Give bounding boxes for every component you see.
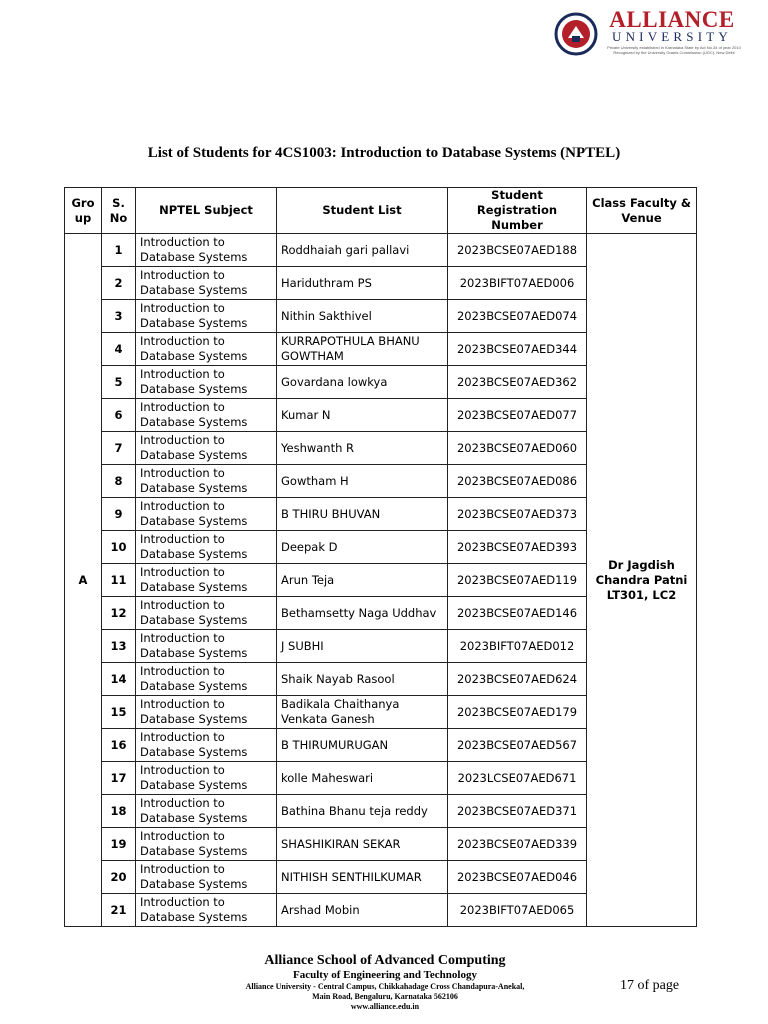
table-header (65, 188, 697, 234)
student-name-cell: Arun Teja (277, 564, 448, 597)
registration-number-cell: 2023BCSE07AED074 (448, 300, 587, 333)
student-name-cell: B THIRUMURUGAN (277, 729, 448, 762)
header-student: Student List (277, 188, 448, 234)
student-name-cell: J SUBHI (277, 630, 448, 663)
logo-name: ALLIANCE (609, 7, 735, 32)
student-name-cell: Hariduthram PS (277, 267, 448, 300)
subject-cell: Introduction to Database Systems (136, 663, 277, 696)
subject-cell: Introduction to Database Systems (136, 432, 277, 465)
registration-number-cell: 2023LCSE07AED671 (448, 762, 587, 795)
serial-number-cell: 13 (102, 630, 136, 663)
page-number: 17 of page (620, 978, 680, 993)
subject-cell: Introduction to Database Systems (136, 267, 277, 300)
student-name-cell: SHASHIKIRAN SEKAR (277, 828, 448, 861)
serial-number-cell: 9 (102, 498, 136, 531)
registration-number-cell: 2023BCSE07AED179 (448, 696, 587, 729)
footer-school: Alliance School of Advanced Computing (264, 953, 506, 968)
footer-address-line1: Alliance University - Central Campus, Chikkahadage Cross Chandapura-Anekal, (245, 982, 525, 991)
header-faculty: Class Faculty & Venue (587, 188, 697, 234)
student-name-cell: B THIRU BHUVAN (277, 498, 448, 531)
student-name-cell: Bethamsetty Naga Uddhav (277, 597, 448, 630)
student-name-cell: Kumar N (277, 399, 448, 432)
subject-cell: Introduction to Database Systems (136, 630, 277, 663)
footer-website: www.alliance.edu.in (350, 1002, 420, 1011)
footer-address-line2: Main Road, Bengaluru, Karnataka 562106 (312, 992, 458, 1001)
subject-cell: Introduction to Database Systems (136, 828, 277, 861)
serial-number-cell: 7 (102, 432, 136, 465)
student-name-cell: Yeshwanth R (277, 432, 448, 465)
registration-number-cell: 2023BCSE07AED624 (448, 663, 587, 696)
serial-number-cell: 1 (102, 234, 136, 267)
serial-number-cell: 10 (102, 531, 136, 564)
registration-number-cell: 2023BCSE07AED371 (448, 795, 587, 828)
registration-number-cell: 2023BCSE07AED146 (448, 597, 587, 630)
registration-number-cell: 2023BCSE07AED373 (448, 498, 587, 531)
table-row (65, 234, 697, 267)
serial-number-cell: 20 (102, 861, 136, 894)
registration-number-cell: 2023BCSE07AED077 (448, 399, 587, 432)
document-title: List of Students for 4CS1003: Introduction to Database Systems (NPTEL) (147, 145, 621, 161)
subject-cell: Introduction to Database Systems (136, 465, 277, 498)
serial-number-cell: 5 (102, 366, 136, 399)
logo-subtitle: UNIVERSITY (612, 29, 732, 44)
registration-number-cell: 2023BCSE07AED060 (448, 432, 587, 465)
faculty-venue-cell: Dr Jagdish Chandra Patni LT301, LC2 (587, 234, 697, 927)
university-logo (554, 8, 744, 60)
serial-number-cell: 4 (102, 333, 136, 366)
student-name-cell: Deepak D (277, 531, 448, 564)
logo-fine-print: Private University established in Karnataka State by Act No.34 of year 2010 Recognized by the University Grants Commission (UGC), New Delhi (607, 45, 741, 55)
subject-cell: Introduction to Database Systems (136, 531, 277, 564)
serial-number-cell: 2 (102, 267, 136, 300)
serial-number-cell: 3 (102, 300, 136, 333)
serial-number-cell: 18 (102, 795, 136, 828)
serial-number-cell: 15 (102, 696, 136, 729)
registration-number-cell: 2023BIFT07AED012 (448, 630, 587, 663)
registration-number-cell: 2023BCSE07AED393 (448, 531, 587, 564)
registration-number-cell: 2023BIFT07AED065 (448, 894, 587, 927)
student-name-cell: Shaik Nayab Rasool (277, 663, 448, 696)
serial-number-cell: 11 (102, 564, 136, 597)
registration-number-cell: 2023BCSE07AED362 (448, 366, 587, 399)
registration-number-cell: 2023BCSE07AED339 (448, 828, 587, 861)
student-name-cell: Govardana lowkya (277, 366, 448, 399)
subject-cell: Introduction to Database Systems (136, 762, 277, 795)
subject-cell: Introduction to Database Systems (136, 333, 277, 366)
student-name-cell: Gowtham H (277, 465, 448, 498)
subject-cell: Introduction to Database Systems (136, 795, 277, 828)
subject-cell: Introduction to Database Systems (136, 399, 277, 432)
student-table (64, 187, 697, 927)
serial-number-cell: 21 (102, 894, 136, 927)
header-subject: NPTEL Subject (136, 188, 277, 234)
subject-cell: Introduction to Database Systems (136, 861, 277, 894)
serial-number-cell: 6 (102, 399, 136, 432)
subject-cell: Introduction to Database Systems (136, 696, 277, 729)
group-cell: A (65, 234, 102, 927)
serial-number-cell: 14 (102, 663, 136, 696)
student-name-cell: Bathina Bhanu teja reddy (277, 795, 448, 828)
student-name-cell: Roddhaiah gari pallavi (277, 234, 448, 267)
registration-number-cell: 2023BCSE07AED046 (448, 861, 587, 894)
student-name-cell: NITHISH SENTHILKUMAR (277, 861, 448, 894)
serial-number-cell: 12 (102, 597, 136, 630)
student-name-cell: Arshad Mobin (277, 894, 448, 927)
subject-cell: Introduction to Database Systems (136, 894, 277, 927)
registration-number-cell: 2023BCSE07AED086 (448, 465, 587, 498)
subject-cell: Introduction to Database Systems (136, 597, 277, 630)
serial-number-cell: 8 (102, 465, 136, 498)
registration-number-cell: 2023BCSE07AED119 (448, 564, 587, 597)
footer (170, 953, 600, 1012)
student-name-cell: Badikala Chaithanya Venkata Ganesh (277, 696, 448, 729)
registration-number-cell: 2023BCSE07AED567 (448, 729, 587, 762)
subject-cell: Introduction to Database Systems (136, 300, 277, 333)
registration-number-cell: 2023BCSE07AED344 (448, 333, 587, 366)
subject-cell: Introduction to Database Systems (136, 498, 277, 531)
subject-cell: Introduction to Database Systems (136, 729, 277, 762)
header-sno: S. No (102, 188, 136, 234)
university-seal-icon (554, 12, 598, 56)
header-group: Gro up (65, 188, 102, 234)
serial-number-cell: 19 (102, 828, 136, 861)
student-name-cell: kolle Maheswari (277, 762, 448, 795)
subject-cell: Introduction to Database Systems (136, 234, 277, 267)
student-name-cell: Nithin Sakthivel (277, 300, 448, 333)
subject-cell: Introduction to Database Systems (136, 366, 277, 399)
header-registration: Student Registration Number (448, 188, 587, 234)
subject-cell: Introduction to Database Systems (136, 564, 277, 597)
footer-faculty: Faculty of Engineering and Technology (293, 969, 477, 981)
serial-number-cell: 16 (102, 729, 136, 762)
serial-number-cell: 17 (102, 762, 136, 795)
registration-number-cell: 2023BCSE07AED188 (448, 234, 587, 267)
table-body (65, 234, 697, 927)
registration-number-cell: 2023BIFT07AED006 (448, 267, 587, 300)
student-name-cell: KURRAPOTHULA BHANU GOWTHAM (277, 333, 448, 366)
